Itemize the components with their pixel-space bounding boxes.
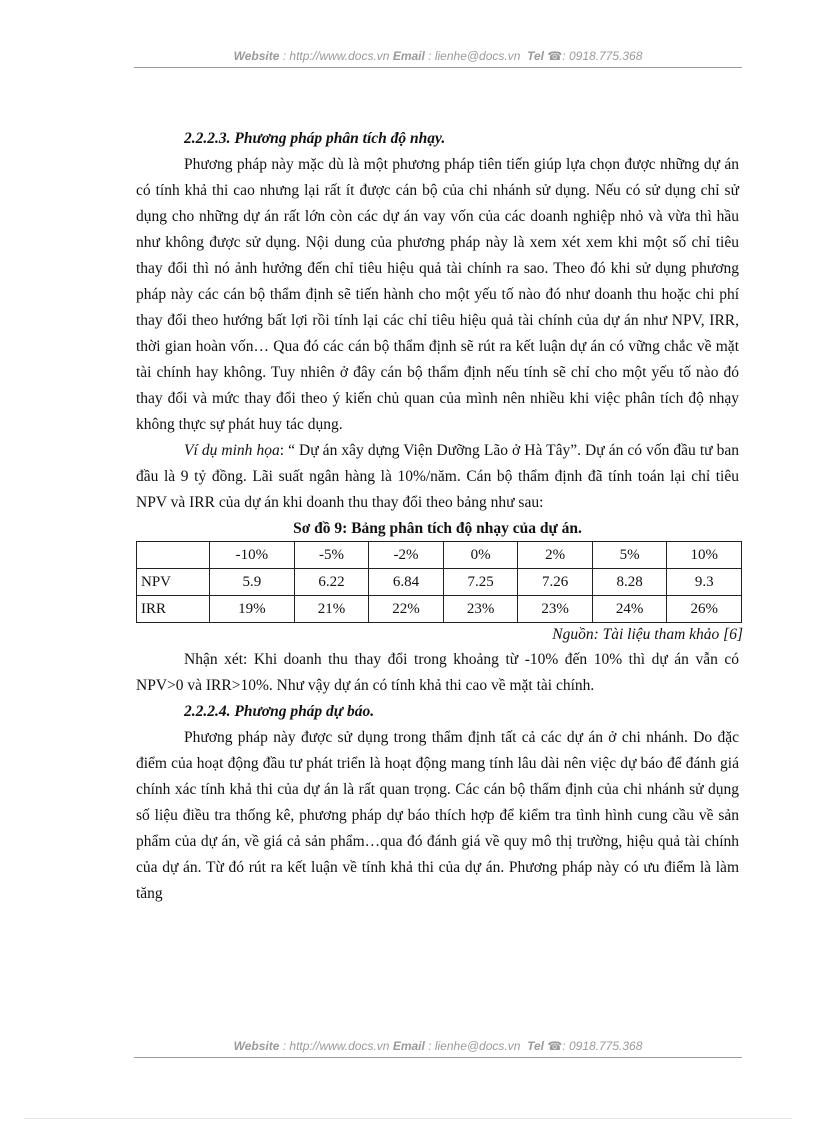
footer-tel-label: Tel xyxy=(527,1039,544,1053)
table-cell: 7.26 xyxy=(518,569,593,596)
table-header-cell xyxy=(137,542,210,569)
footer-rule xyxy=(134,1057,742,1058)
table-cell: 6.22 xyxy=(294,569,369,596)
table-header-row xyxy=(137,542,742,569)
table-cell: 7.25 xyxy=(443,569,518,596)
header-tel-label: Tel xyxy=(527,49,544,63)
table-header-cell: 0% xyxy=(443,542,518,569)
table-cell: 6.84 xyxy=(369,569,444,596)
footer-website-label: Website xyxy=(233,1039,280,1053)
footer-tel-value: 0918.775.368 xyxy=(568,1039,643,1053)
table-header-cell: -2% xyxy=(369,542,444,569)
paragraph-example xyxy=(136,438,739,516)
table-cell: 24% xyxy=(592,596,667,623)
header-tel-value: 0918.775.368 xyxy=(568,49,643,63)
table-cell: 9.3 xyxy=(667,569,742,596)
example-label: Ví dụ minh họa xyxy=(184,442,280,459)
header-email-link[interactable]: lienhe@docs.vn xyxy=(434,49,521,63)
table-cell: 26% xyxy=(667,596,742,623)
section-heading-sensitivity: 2.2.2.3. Phương pháp phân tích độ nhạy. xyxy=(184,130,446,147)
footer-email-link[interactable]: lienhe@docs.vn xyxy=(434,1039,521,1053)
table-source: Nguồn: Tài liệu tham khảo [6] xyxy=(552,626,743,643)
header-website-link[interactable]: http://www.docs.vn xyxy=(289,49,390,63)
paragraph-remark: Nhận xét: Khi doanh thu thay đổi trong khoảng từ -10% đến 10% thì dự án vẫn có NPV>0 và IRR>10%. Như vậy dự án có tính khả thi cao về mặt tài chính. xyxy=(136,651,739,694)
paragraph-forecast: Phương pháp này được sử dụng trong thẩm định tất cả các dự án ở chi nhánh. Do đặc điểm của hoạt động đầu tư phát triển là hoạt động mang tính lâu dài nên việc dự báo để đánh giá chính xác tính khả thi của dự án là rất quan trọng. Các cán bộ thẩm định của chi nhánh sử dụng số liệu điều tra thống kê, phương pháp dự báo thích hợp để kiểm tra tình hình cung cầu về sản phẩm của dự án, về giá cả sản phẩm…qua đó đánh giá về quy mô thị trường, hiệu quả tài chính của dự án. Từ đó rút ra kết luận về tính khả thi của dự án. Phương pháp này có ưu điểm là làm tăng xyxy=(136,729,739,902)
table-cell: IRR xyxy=(137,596,210,623)
table-row-npv xyxy=(137,569,742,596)
table-cell: NPV xyxy=(137,569,210,596)
table-cell: 8.28 xyxy=(592,569,667,596)
table-cell: 5.9 xyxy=(210,569,295,596)
table-cell: 22% xyxy=(369,596,444,623)
phone-icon: ☎ xyxy=(547,49,563,63)
example-text: : “ Dự án xây dựng Viện Dưỡng Lão ở Hà Tây”. Dự án có vốn đầu tư ban đầu là 9 tỷ đồng. Lãi suất ngân hàng là 10%/năm. Cán bộ thẩm định đã tính toán lại chỉ tiêu NPV và IRR của dự án khi doanh thu thay đổi theo bảng như sau: xyxy=(136,442,739,511)
table-cell: 19% xyxy=(210,596,295,623)
section-heading-forecast: 2.2.2.4. Phương pháp dự báo. xyxy=(184,703,375,720)
table-header-cell: 2% xyxy=(518,542,593,569)
page-header: Website : http://www.docs.vn Email : lienhe@docs.vn Tel ☎: 0918.775.368 xyxy=(233,49,643,63)
table-title: Sơ đồ 9: Bảng phân tích độ nhạy của dự án. xyxy=(293,520,582,537)
table-cell: 23% xyxy=(443,596,518,623)
paragraph-sensitivity: Phương pháp này mặc dù là một phương pháp tiên tiến giúp lựa chọn được những dự án có tính khả thi cao nhưng lại rất ít được cán bộ của chi nhánh sử dụng. Nếu có sử dụng chỉ sử dụng cho những dự án rất lớn còn các dự án vay vốn của các doanh nghiệp nhỏ và vừa thì hầu như không được sử dụng. Nội dung của phương pháp này là xem xét xem khi một số chỉ tiêu thay đổi thì nó ảnh hưởng đến chỉ tiêu hiệu quả tài chính ra sao. Theo đó khi sử dụng phương pháp này các cán bộ thẩm định sẽ tiến hành cho một yếu tố nào đó như doanh thu hoặc chi phí thay đổi theo hướng bất lợi rồi tính lại các chỉ tiêu hiệu quả tài chính của dự án như NPV, IRR, thời gian hoàn vốn… Qua đó các cán bộ thẩm định sẽ rút ra kết luận dự án có vững chắc về mặt tài chính hay không. Tuy nhiên ở đây cán bộ thẩm định nếu tính sẽ chỉ cho một yếu tố nào đó thay đổi và mức thay đổi theo ý kiến chủ quan của mình nên nhiều khi việc phân tích độ nhạy không thực sự phát huy tác dụng. xyxy=(136,156,739,433)
footer-website-link[interactable]: http://www.docs.vn xyxy=(289,1039,390,1053)
table-cell: 23% xyxy=(518,596,593,623)
page-edge-line xyxy=(24,1118,792,1119)
header-email-label: Email xyxy=(392,49,425,63)
header-website-label: Website xyxy=(233,49,280,63)
table-row-irr xyxy=(137,596,742,623)
table-header-cell: 10% xyxy=(667,542,742,569)
document-body xyxy=(136,126,743,907)
phone-icon: ☎ xyxy=(547,1039,563,1053)
sensitivity-table xyxy=(136,541,742,623)
table-header-cell: 5% xyxy=(592,542,667,569)
page-footer: Website : http://www.docs.vn Email : lienhe@docs.vn Tel ☎: 0918.775.368 xyxy=(233,1039,643,1053)
header-rule xyxy=(134,67,742,68)
table-cell: 21% xyxy=(294,596,369,623)
footer-email-label: Email xyxy=(392,1039,425,1053)
table-header-cell: -5% xyxy=(294,542,369,569)
table-header-cell: -10% xyxy=(210,542,295,569)
